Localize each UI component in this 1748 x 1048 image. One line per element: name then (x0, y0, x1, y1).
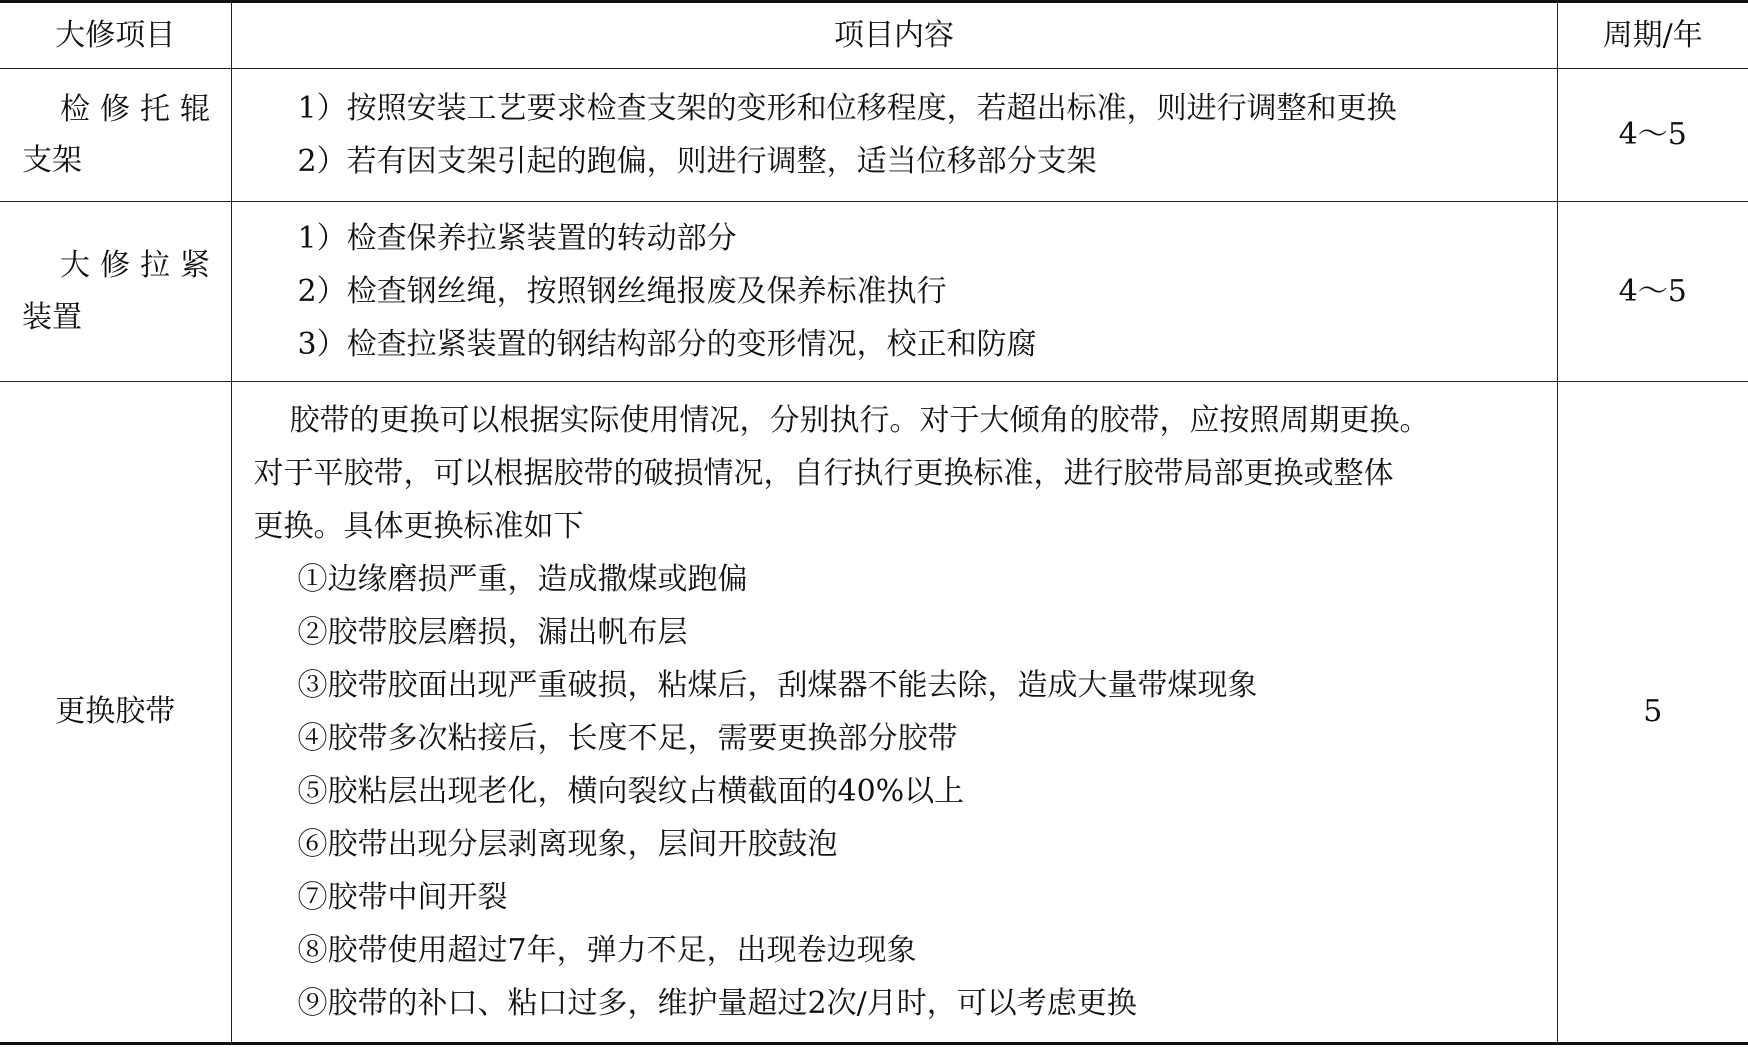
content-line: 3）检查拉紧装置的钢结构部分的变形情况，校正和防腐 (297, 327, 1037, 362)
header-period: 周期/年 (1557, 2, 1748, 69)
item-name-line2: 装置 (22, 299, 82, 335)
item-cell (0, 69, 231, 202)
criteria-item: ③胶带胶面出现严重破损，粘煤后，刮煤器不能去除，造成大量带煤现象 (297, 668, 1258, 703)
item-name-line1: 检修托辊 (60, 91, 220, 127)
period-cell: 4～5 (1557, 202, 1748, 382)
item-name-line1: 大修拉紧 (60, 248, 220, 283)
header-item: 大修项目 (0, 2, 231, 69)
content-cell (231, 69, 1557, 202)
table-header (0, 2, 1748, 69)
criteria-item: ⑨胶带的补口、粘口过多，维护量超过2次/月时，可以考虑更换 (297, 986, 1137, 1021)
header-row (0, 2, 1748, 69)
period-cell: 4～5 (1557, 69, 1748, 202)
header-content: 项目内容 (231, 2, 1557, 69)
intro-line: 对于平胶带，可以根据胶带的破损情况，自行执行更换标准，进行胶带局部更换或整体 (253, 456, 1394, 491)
content-line: 2）若有因支架引起的跑偏，则进行调整，适当位移部分支架 (297, 144, 1097, 179)
criteria-item: ②胶带胶层磨损，漏出帆布层 (297, 615, 688, 650)
content-line: 1）按照安装工艺要求检查支架的变形和位移程度，若超出标准，则进行调整和更换 (297, 91, 1397, 126)
criteria-item: ⑧胶带使用超过7年，弹力不足，出现卷边现象 (297, 933, 917, 968)
content-line: 2）检查钢丝绳，按照钢丝绳报废及保养标准执行 (297, 274, 947, 309)
table-row (0, 69, 1748, 202)
criteria-item: ⑥胶带出现分层剥离现象，层间开胶鼓泡 (297, 827, 838, 862)
table-row (0, 382, 1748, 1044)
period-cell: 5 (1557, 382, 1748, 1044)
table-body (0, 69, 1748, 1044)
criteria-item: ①边缘磨损严重，造成撒煤或跑偏 (297, 562, 748, 597)
content-cell (231, 382, 1557, 1044)
content-cell (231, 202, 1557, 382)
intro-line: 更换。具体更换标准如下 (253, 509, 584, 544)
intro-line: 胶带的更换可以根据实际使用情况，分别执行。对于大倾角的胶带，应按照周期更换。 (289, 403, 1430, 438)
criteria-item: ⑤胶粘层出现老化，横向裂纹占横截面的40%以上 (297, 774, 965, 809)
criteria-item: ④胶带多次粘接后，长度不足，需要更换部分胶带 (297, 721, 958, 756)
content-line: 1）检查保养拉紧装置的转动部分 (297, 221, 737, 256)
item-cell (0, 202, 231, 382)
table-row (0, 202, 1748, 382)
item-name-line2: 支架 (22, 143, 82, 178)
criteria-item: ⑦胶带中间开裂 (297, 880, 508, 915)
item-cell: 更换胶带 (0, 382, 231, 1044)
